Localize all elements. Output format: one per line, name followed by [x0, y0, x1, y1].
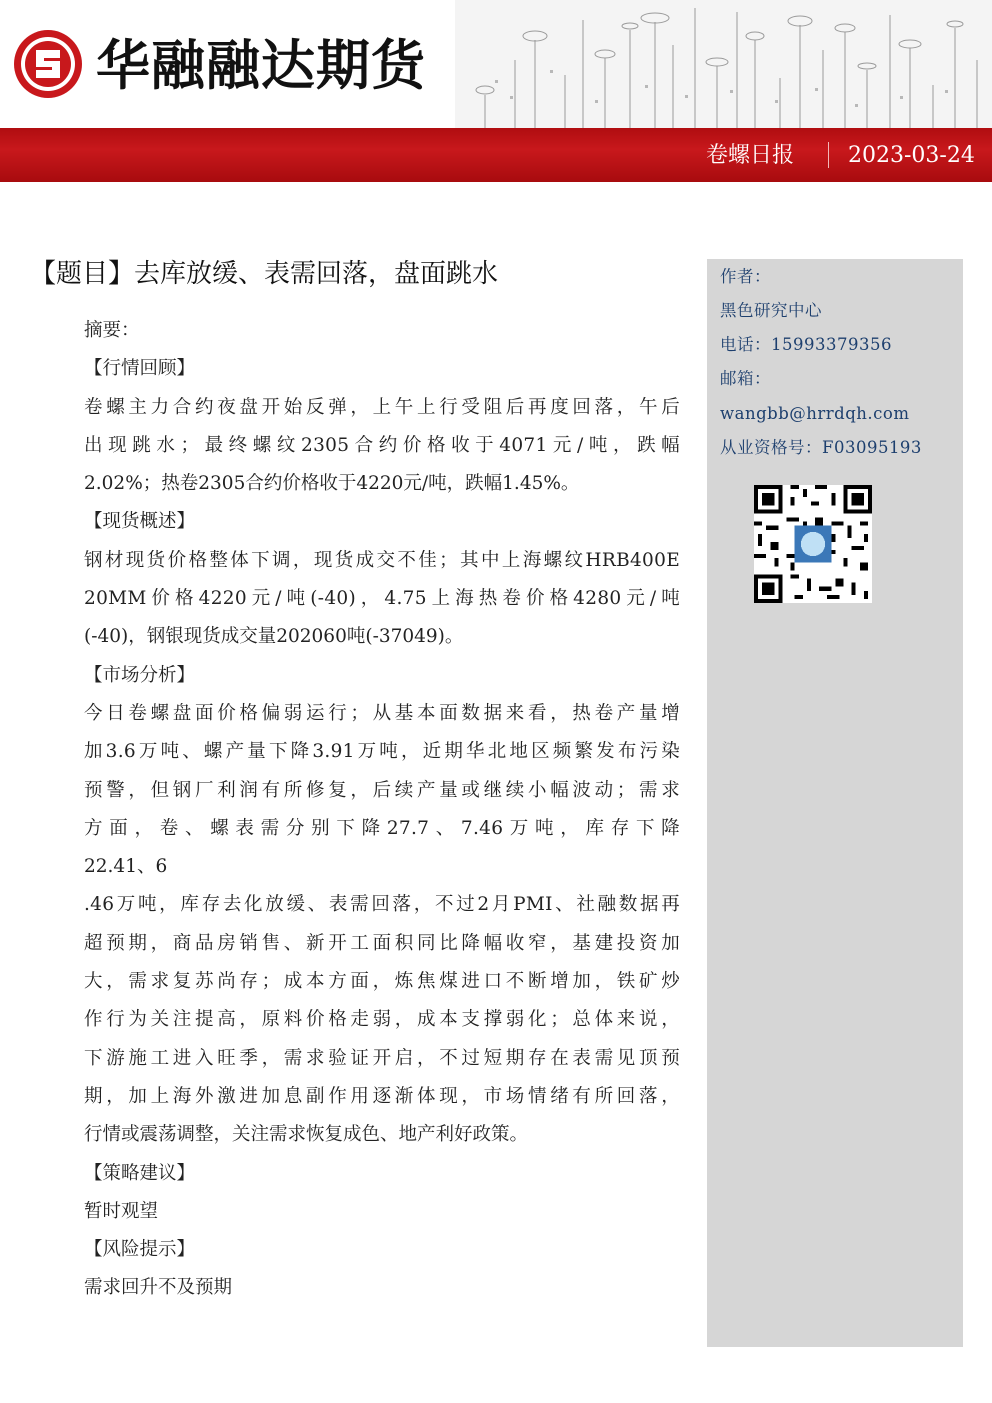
- body-line: 卷螺主力合约夜盘开始反弹，上午上行受阻后再度回落，午后: [84, 396, 680, 418]
- body-line: .46万吨，库存去化放缓、表需回落，不过2月PMI、社融数据再: [84, 894, 680, 916]
- body-line: 需求回升不及预期: [84, 1277, 233, 1299]
- author-team: 黑色研究中心: [720, 301, 822, 320]
- report-body: [84, 312, 680, 1308]
- author-email[interactable]: wangbb@hrrdqh.com: [720, 404, 910, 423]
- section-heading: 【现货概述】: [84, 511, 196, 533]
- body-line: 方面，卷、螺表需分别下降27.7、7.46万吨，库存下降: [84, 817, 680, 839]
- body-line: 期，加上海外激进加息副作用逐渐体现，市场情绪有所回落，: [84, 1085, 680, 1107]
- report-type: 卷螺日报: [705, 143, 794, 168]
- body-line: 钢材现货价格整体下调，现货成交不佳；其中上海螺纹HRB400E: [84, 549, 680, 571]
- author-sidebar: [707, 259, 963, 1347]
- header-band: [0, 128, 992, 182]
- body-line: 加3.6万吨、螺产量下降3.91万吨，近期华北地区频繁发布污染: [84, 741, 680, 763]
- section-heading: 【风险提示】: [84, 1239, 196, 1261]
- body-line: 超预期，商品房销售、新开工面积同比降幅收窄，基建投资加: [84, 932, 680, 954]
- section-heading: 【市场分析】: [84, 664, 196, 686]
- body-line: 下游施工进入旺季，需求验证开启，不过短期存在表需见顶预: [84, 1047, 680, 1069]
- author-label: 作者：: [720, 267, 771, 286]
- body-line: 出现跳水；最终螺纹2305合约价格收于4071元/吨，跌幅: [84, 434, 680, 456]
- qr-code-icon: [754, 485, 872, 603]
- report-title: 【题目】去库放缓、表需回落，盘面跳水: [30, 259, 499, 289]
- decorative-pattern: [455, 0, 992, 128]
- body-line: 大，需求复苏尚存；成本方面，炼焦煤进口不断增加，铁矿炒: [84, 971, 680, 993]
- body-line: 2.02%；热卷2305合约价格收于4220元/吨，跌幅1.45%。: [84, 473, 580, 495]
- report-header: [0, 0, 992, 182]
- report-date: 2023-03-24: [848, 143, 975, 168]
- summary-label: 摘要：: [84, 320, 140, 341]
- body-line: 22.41、6: [84, 856, 168, 878]
- body-line: 预警，但钢厂利润有所修复，后续产量或继续小幅波动；需求: [84, 779, 680, 801]
- body-line: 今日卷螺盘面价格偏弱运行；从基本面数据来看，热卷产量增: [84, 702, 680, 724]
- body-line: 暂时观望: [84, 1200, 159, 1222]
- header-divider: [828, 142, 829, 168]
- section-heading: 【行情回顾】: [84, 358, 196, 380]
- license-number: 从业资格号：F03095193: [720, 438, 922, 457]
- body-line: 20MM价格4220元/吨(-40)，4.75上海热卷价格4280元/吨: [84, 588, 680, 610]
- section-heading: 【策略建议】: [84, 1162, 196, 1184]
- company-name: 华融融达期货: [96, 34, 426, 97]
- body-line: 作行为关注提高，原料价格走弱，成本支撑弱化；总体来说，: [84, 1009, 680, 1031]
- email-label: 邮箱：: [720, 369, 771, 388]
- body-line: 行情或震荡调整，关注需求恢复成色、地产利好政策。: [84, 1124, 529, 1146]
- author-phone: 电话：15993379356: [720, 335, 892, 354]
- body-line: (-40)，钢银现货成交量202060吨(-37049)。: [84, 626, 464, 648]
- company-logo-icon: [12, 28, 84, 100]
